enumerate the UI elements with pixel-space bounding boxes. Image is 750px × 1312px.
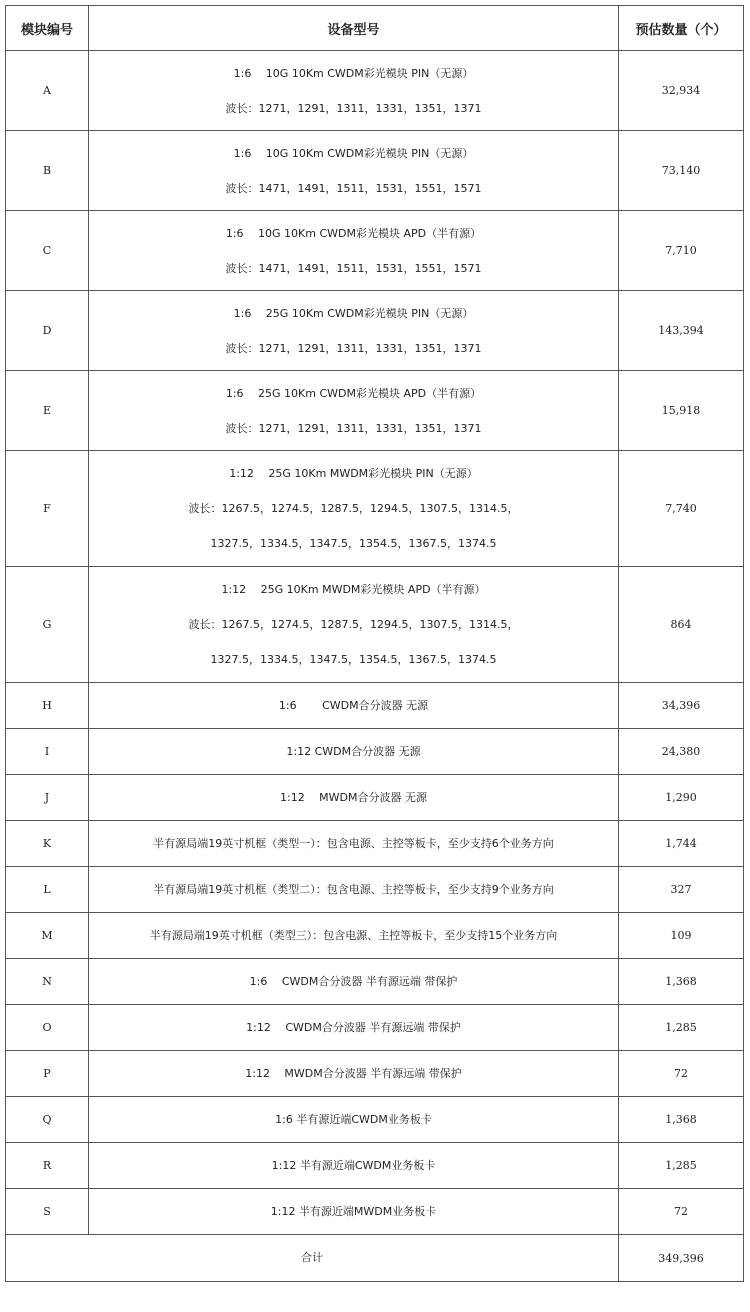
table-row — [6, 775, 744, 821]
module-id-cell: R — [6, 1143, 89, 1189]
qty-cell: 72 — [619, 1189, 744, 1235]
module-id-cell: E — [6, 371, 89, 451]
header-row — [6, 6, 744, 51]
model-line: 波长：1267.5，1274.5，1287.5，1294.5，1307.5，1314.5， — [188, 618, 519, 631]
model-line: 1327.5，1334.5，1347.5，1354.5，1367.5，1374.5 — [210, 653, 497, 666]
qty-cell: 73,140 — [619, 131, 744, 211]
qty-cell: 7,740 — [619, 451, 744, 567]
model-line: 1:6 25G 10Km CWDM彩光模块 PIN（无源） — [233, 306, 474, 320]
qty-cell: 15,918 — [619, 371, 744, 451]
qty-cell: 34,396 — [619, 683, 744, 729]
table-row — [6, 913, 744, 959]
model-line: 1:12 MWDM合分波器 无源 — [279, 790, 428, 804]
table-row — [6, 51, 744, 131]
table-row — [6, 371, 744, 451]
module-id-cell: K — [6, 821, 89, 867]
module-id-cell: G — [6, 567, 89, 683]
module-id-cell: M — [6, 913, 89, 959]
table-row — [6, 131, 744, 211]
model-cell — [89, 867, 619, 913]
table-row — [6, 1005, 744, 1051]
equipment-table — [5, 5, 744, 1282]
model-line: 1:12 CWDM合分波器 半有源远端 带保护 — [246, 1020, 461, 1034]
model-cell — [89, 211, 619, 291]
model-cell — [89, 729, 619, 775]
model-line: 1:12 CWDM合分波器 无源 — [286, 744, 421, 758]
table-row — [6, 451, 744, 567]
model-line: 半有源局端19英寸机框（类型二）：包含电源、主控等板卡，至少支持9个业务方向 — [153, 882, 554, 896]
model-line: 波长：1471，1491，1511，1531，1551，1571 — [225, 261, 482, 275]
model-line: 波长：1271，1291，1311，1331，1351，1371 — [225, 101, 482, 115]
header-model: 设备型号 — [89, 6, 619, 51]
model-line: 1:6 10G 10Km CWDM彩光模块 PIN（无源） — [233, 146, 474, 160]
model-cell — [89, 683, 619, 729]
qty-cell: 864 — [619, 567, 744, 683]
model-cell — [89, 371, 619, 451]
model-cell — [89, 1143, 619, 1189]
model-cell — [89, 959, 619, 1005]
table-row — [6, 867, 744, 913]
table-row — [6, 821, 744, 867]
module-id-cell: B — [6, 131, 89, 211]
qty-cell: 143,394 — [619, 291, 744, 371]
module-id-cell: S — [6, 1189, 89, 1235]
model-line: 1:6 CWDM合分波器 半有源远端 带保护 — [249, 974, 458, 988]
model-line: 1:6 10G 10Km CWDM彩光模块 APD（半有源） — [225, 226, 482, 240]
table-row — [6, 1143, 744, 1189]
model-cell — [89, 131, 619, 211]
module-id-cell: H — [6, 683, 89, 729]
qty-cell: 7,710 — [619, 211, 744, 291]
table-body — [6, 51, 744, 1282]
module-id-cell: F — [6, 451, 89, 567]
table-row — [6, 1051, 744, 1097]
module-id-cell: I — [6, 729, 89, 775]
model-line: 1:12 25G 10Km MWDM彩光模块 PIN（无源） — [229, 467, 478, 480]
total-row — [6, 1235, 744, 1282]
model-cell — [89, 51, 619, 131]
qty-cell: 72 — [619, 1051, 744, 1097]
model-line: 1:12 MWDM合分波器 半有源远端 带保护 — [245, 1066, 462, 1080]
header-module-id: 模块编号 — [6, 6, 89, 51]
model-cell — [89, 451, 619, 567]
model-line: 波长：1271，1291，1311，1331，1351，1371 — [225, 421, 482, 435]
qty-cell: 327 — [619, 867, 744, 913]
table-header — [6, 6, 744, 51]
module-id-cell: J — [6, 775, 89, 821]
table-row — [6, 683, 744, 729]
model-line: 1:6 CWDM合分波器 无源 — [278, 698, 429, 712]
module-id-cell: D — [6, 291, 89, 371]
table-row — [6, 211, 744, 291]
model-line: 1:12 半有源近端CWDM业务板卡 — [271, 1158, 436, 1172]
module-id-cell: Q — [6, 1097, 89, 1143]
qty-cell: 1,290 — [619, 775, 744, 821]
model-cell — [89, 1097, 619, 1143]
model-line: 半有源局端19英寸机框（类型一）：包含电源、主控等板卡，至少支持6个业务方向 — [153, 836, 554, 850]
qty-cell: 109 — [619, 913, 744, 959]
model-cell — [89, 775, 619, 821]
module-id-cell: N — [6, 959, 89, 1005]
table-row — [6, 1097, 744, 1143]
table-row — [6, 729, 744, 775]
model-line: 1:6 10G 10Km CWDM彩光模块 PIN（无源） — [233, 66, 474, 80]
qty-cell: 1,744 — [619, 821, 744, 867]
model-cell — [89, 1051, 619, 1097]
model-line: 波长：1271，1291，1311，1331，1351，1371 — [225, 341, 482, 355]
table-row — [6, 567, 744, 683]
table-row — [6, 1189, 744, 1235]
qty-cell: 1,368 — [619, 959, 744, 1005]
model-line: 1327.5，1334.5，1347.5，1354.5，1367.5，1374.5 — [210, 537, 497, 550]
model-line: 1:12 半有源近端MWDM业务板卡 — [270, 1204, 437, 1218]
model-line: 1:6 半有源近端CWDM业务板卡 — [275, 1112, 432, 1126]
model-line: 半有源局端19英寸机框（类型三）：包含电源、主控等板卡，至少支持15个业务方向 — [149, 928, 558, 942]
model-cell — [89, 913, 619, 959]
total-label: 合计 — [6, 1235, 619, 1282]
qty-cell: 1,285 — [619, 1005, 744, 1051]
model-line: 波长：1471，1491，1511，1531，1551，1571 — [225, 181, 482, 195]
model-cell — [89, 821, 619, 867]
module-id-cell: O — [6, 1005, 89, 1051]
model-line: 波长：1267.5，1274.5，1287.5，1294.5，1307.5，1314.5， — [188, 502, 519, 515]
header-qty: 预估数量（个） — [619, 6, 744, 51]
table-row — [6, 291, 744, 371]
qty-cell: 1,285 — [619, 1143, 744, 1189]
model-cell — [89, 291, 619, 371]
qty-cell: 32,934 — [619, 51, 744, 131]
model-line: 1:6 25G 10Km CWDM彩光模块 APD（半有源） — [225, 386, 482, 400]
module-id-cell: P — [6, 1051, 89, 1097]
module-id-cell: C — [6, 211, 89, 291]
model-cell — [89, 1005, 619, 1051]
qty-cell: 1,368 — [619, 1097, 744, 1143]
module-id-cell: A — [6, 51, 89, 131]
total-qty: 349,396 — [619, 1235, 744, 1282]
model-line: 1:12 25G 10Km MWDM彩光模块 APD（半有源） — [221, 583, 486, 596]
table-row — [6, 959, 744, 1005]
module-id-cell: L — [6, 867, 89, 913]
model-cell — [89, 1189, 619, 1235]
model-cell — [89, 567, 619, 683]
qty-cell: 24,380 — [619, 729, 744, 775]
